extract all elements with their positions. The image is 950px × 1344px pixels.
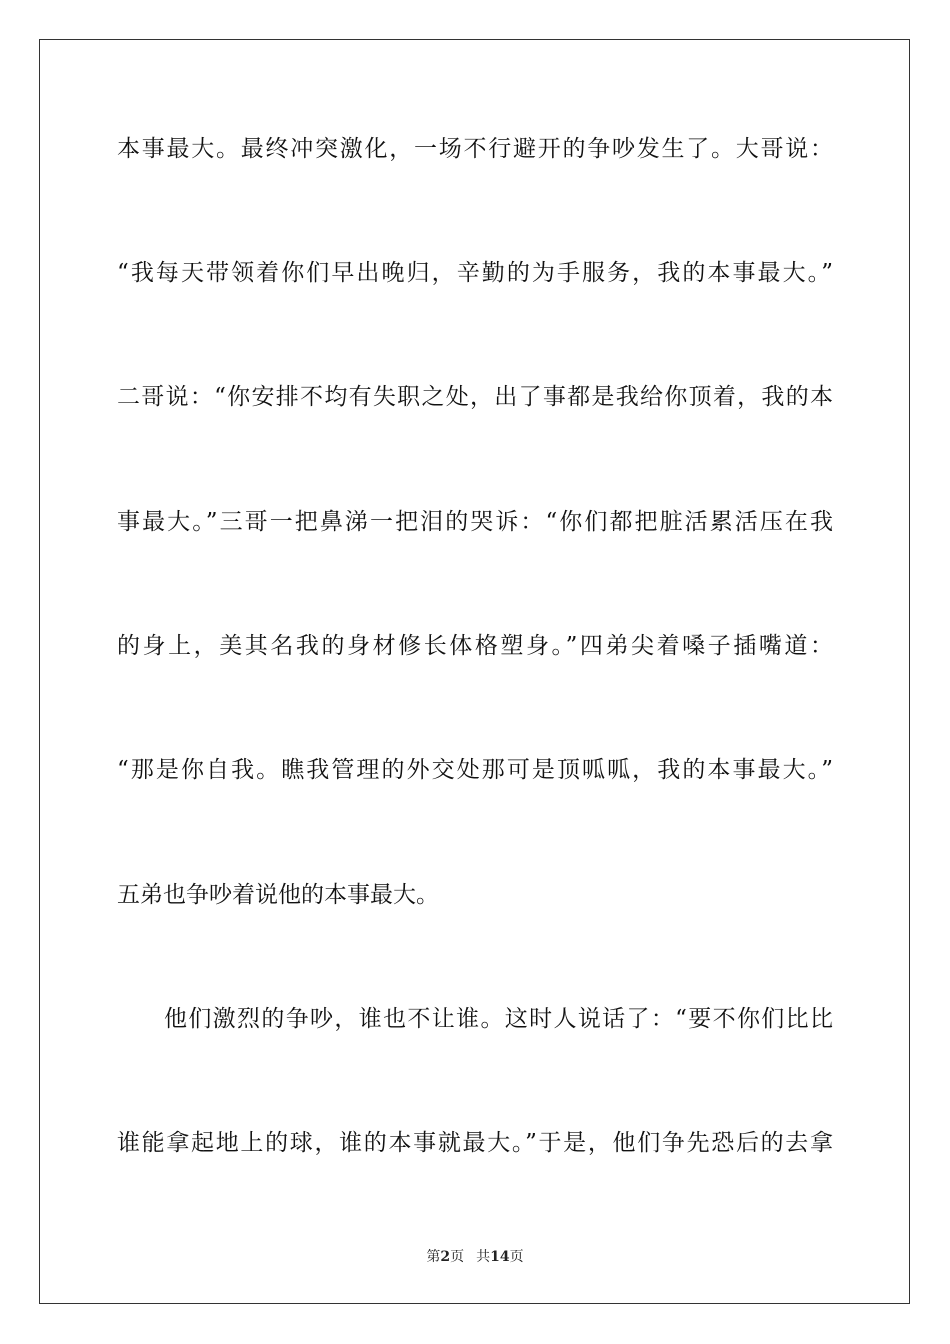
- page-footer: [0, 1247, 950, 1267]
- text-line-2: “我每天带领着你们早出晚归，辛勤的为手服务，我的本事最大。”: [117, 260, 833, 286]
- page-number: 2: [440, 1249, 451, 1265]
- text-line-7: 五弟也争吵着说他的本事最大。: [117, 882, 439, 908]
- page-border: [39, 39, 910, 1304]
- text-line-1: 本事最大。最终冲突激化，一场不行避开的争吵发生了。大哥说：: [117, 136, 833, 162]
- text-line-4: 事最大。”三哥一把鼻涕一把泪的哭诉：“你们都把脏活累活压在我: [117, 509, 833, 535]
- page-prefix: 第: [426, 1249, 441, 1265]
- total-pages: 14: [490, 1249, 510, 1265]
- text-line-6: “那是你自我。瞧我管理的外交处那可是顶呱呱，我的本事最大。”: [117, 757, 833, 783]
- total-suffix: 页: [509, 1249, 524, 1265]
- text-line-5: 的身上，美其名我的身材修长体格塑身。”四弟尖着嗓子插嘴道：: [117, 633, 833, 659]
- page-suffix: 页: [450, 1249, 465, 1265]
- total-prefix: 共: [476, 1249, 491, 1265]
- text-line-8: 他们激烈的争吵，谁也不让谁。这时人说话了：“要不你们比比: [164, 1006, 833, 1032]
- text-line-3: 二哥说：“你安排不均有失职之处，出了事都是我给你顶着，我的本: [117, 384, 833, 410]
- text-line-9: 谁能拿起地上的球，谁的本事就最大。”于是，他们争先恐后的去拿: [117, 1130, 833, 1156]
